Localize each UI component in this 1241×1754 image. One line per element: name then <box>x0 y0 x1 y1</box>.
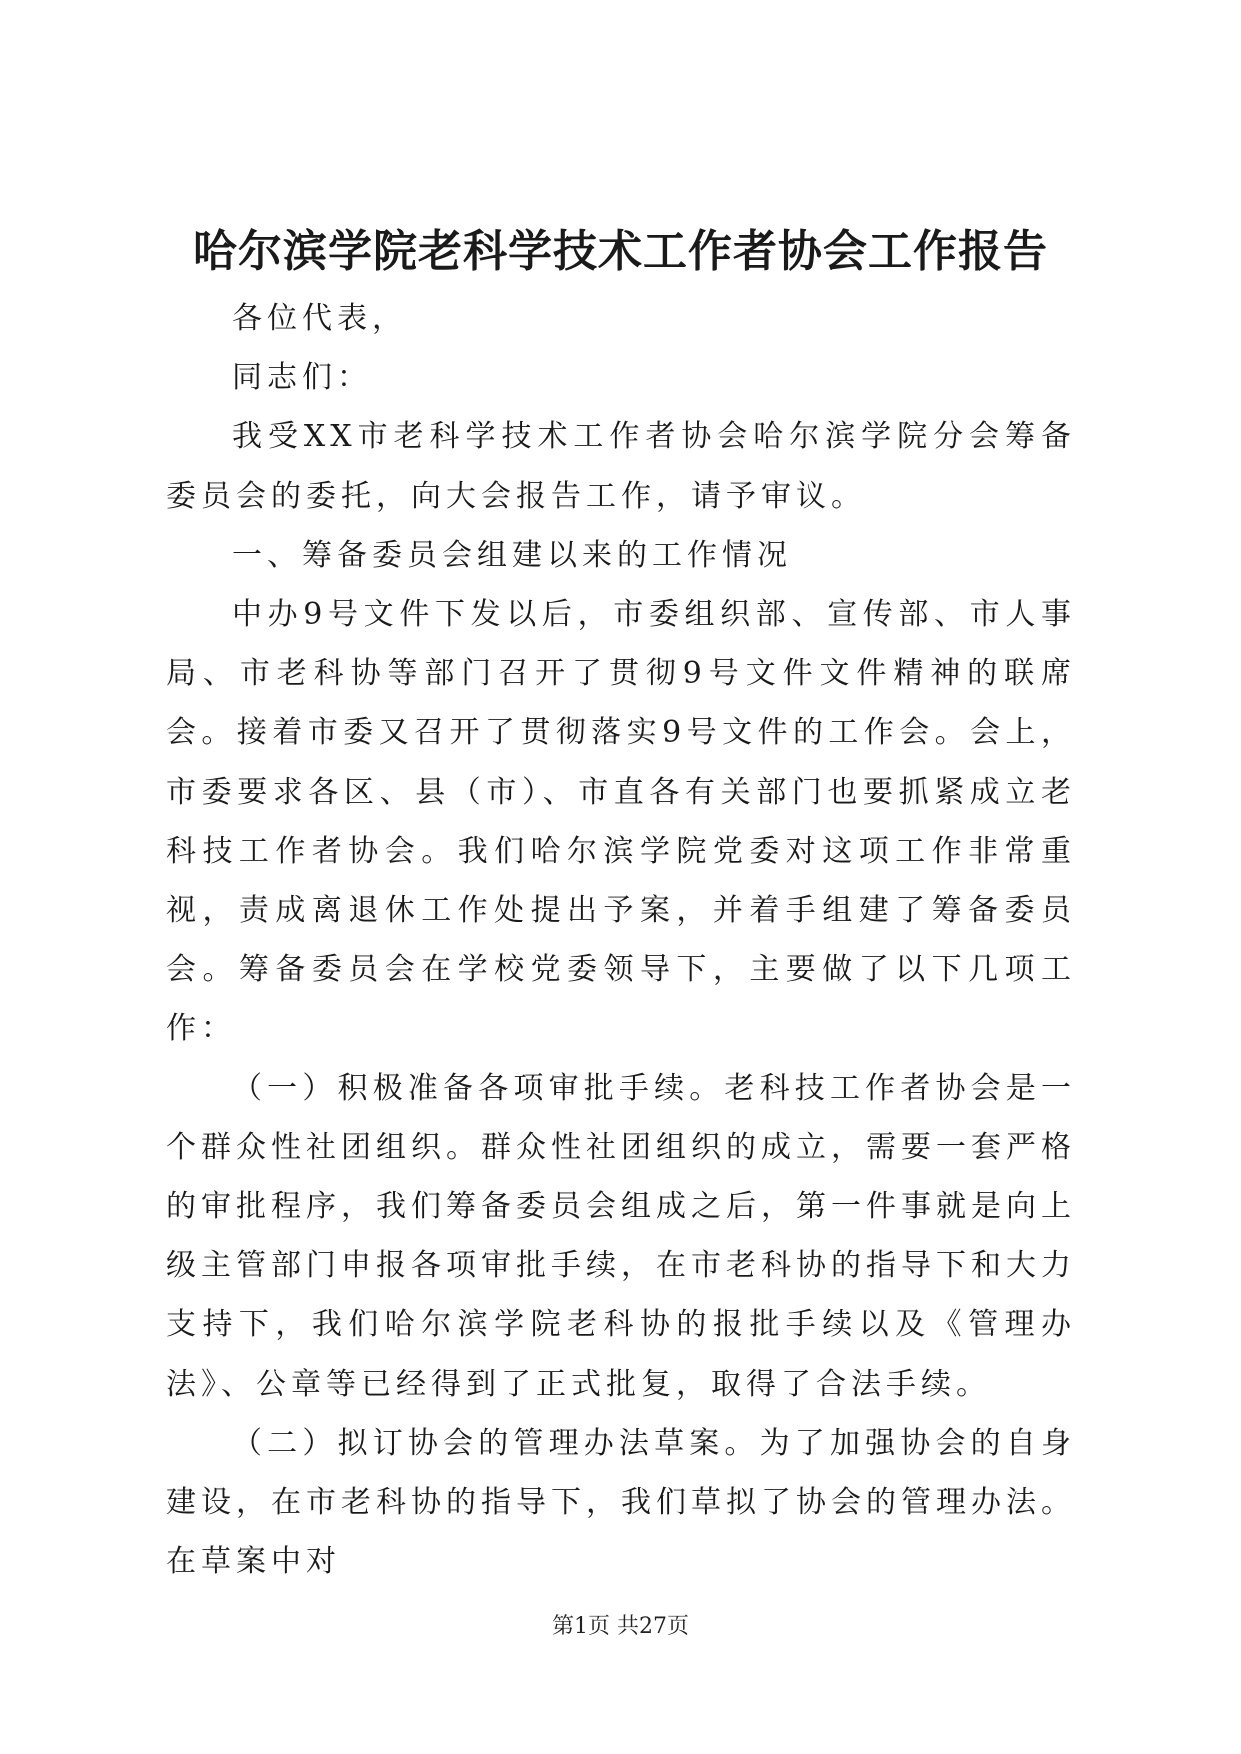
paragraph-item-2: （二）拟订协会的管理办法草案。为了加强协会的自身建设，在市老科协的指导下，我们草拟了协会的管理办法。在草案中对 <box>166 1425 1076 1580</box>
paragraph-intro: 我受XX市老科学技术工作者协会哈尔滨学院分会筹备委员会的委托，向大会报告工作，请予审议。 <box>166 419 1076 514</box>
document-title: 哈尔滨学院老科学技术工作者协会工作报告 <box>193 226 1048 277</box>
page-number-footer: 第1页 共27页 <box>552 1614 689 1639</box>
paragraph-salutation-2: 同志们： <box>232 360 372 396</box>
document-body <box>166 289 1076 1591</box>
paragraph-item-1: （一）积极准备各项审批手续。老科技工作者协会是一个群众性社团组织。群众性社团组织的成立，需要一套严格的审批程序，我们筹备委员会组成之后，第一件事就是向上级主管部门申报各项审批手续，在市老科协的指导下和大力支持下，我们哈尔滨学院老科协的报批手续以及《管理办法》、公章等已经得到了正式批复，取得了合法手续。 <box>166 1070 1076 1402</box>
paragraph-salutation-1: 各位代表， <box>232 301 407 336</box>
paragraph-background: 中办9号文件下发以后，市委组织部、宣传部、市人事局、市老科协等部门召开了贯彻9号文件文件精神的联席会。接着市委又召开了贯彻落实9号文件的工作会。会上，市委要求各区、县（市）、市直各有关部门也要抓紧成立老科技工作者协会。我们哈尔滨学院党委对这项工作非常重视，责成离退休工作处提出予案，并着手组建了筹备委员会。筹备委员会在学校党委领导下，主要做了以下几项工作： <box>166 597 1076 1047</box>
section-heading-1: 一、筹备委员会组建以来的工作情况 <box>232 537 792 573</box>
